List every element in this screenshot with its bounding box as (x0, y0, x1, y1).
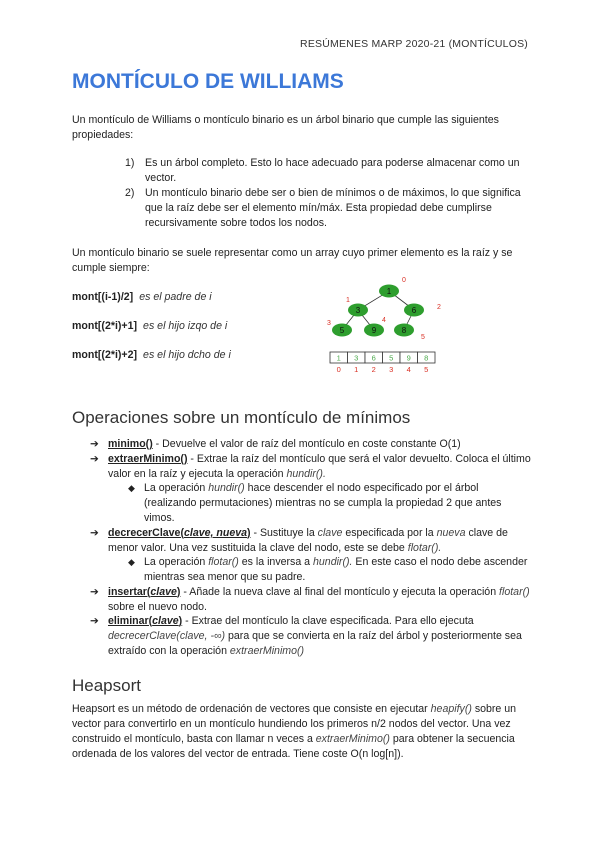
operations-heading: Operaciones sobre un montículo de mínimos (72, 408, 411, 427)
formula-expression: mont[(i-1)/2] (72, 291, 134, 303)
op-function: hundir(). (286, 468, 326, 480)
heap-node-value: 6 (411, 306, 417, 315)
array-index: 2 (371, 365, 376, 374)
array-index: 3 (389, 365, 394, 374)
arrow-bullet-icon: ➔ (90, 453, 99, 465)
heapsort-function: extraerMinimo() (315, 733, 390, 745)
formula-expression: mont[(2*i)+2] (72, 349, 138, 361)
heap-node-index: 0 (402, 277, 406, 284)
heap-node-value: 5 (339, 326, 345, 335)
arrow-bullet-icon: ➔ (90, 438, 99, 450)
op-text: - Añade la nueva clave al final del montículo y ejecuta la operación (180, 586, 500, 598)
op-name: decrecerClave(clave, nueva) (108, 527, 251, 539)
property-text: Un montículo binario debe ser o bien de mínimos o de máximos, lo que significa que la raíz debe ser el elemento mín/máx. Esta propiedad debe cumplirse recursivamente sobre todos los nodos. (145, 187, 521, 229)
op-text: clave de menor valor. Una vez sustituida la clave del nodo, este se debe (108, 527, 508, 554)
heap-node-index: 2 (437, 304, 441, 311)
heap-node-value: 1 (386, 287, 392, 296)
heap-node-value: 8 (401, 326, 407, 335)
property-number: 2) (125, 187, 135, 199)
sub-text: La operación (144, 556, 209, 568)
op-name: minimo() (108, 438, 153, 450)
op-word: clave (317, 527, 343, 539)
op-function: decrecerClave(clave, -∞) (108, 630, 226, 642)
array-cell-value: 3 (354, 353, 359, 363)
page-title: MONTÍCULO DE WILLIAMS (72, 70, 344, 93)
op-name: eliminar(clave) (108, 615, 183, 627)
array-index: 5 (424, 365, 429, 374)
op-text: - Devuelve el valor de raíz del montículo en coste constante O(1) (152, 438, 461, 450)
heapsort-text: sobre un vector para convertirlo en un montículo hundiendo los primeros n/2 nodos del vector. Una vez construido el montículo, basta con llamar n veces a (72, 703, 517, 745)
page-header: RESÚMENES MARP 2020-21 (MONTÍCULOS) (300, 38, 528, 50)
heap-node-index: 3 (327, 320, 331, 327)
heap-node-value: 9 (371, 326, 377, 335)
op-word: nueva (436, 527, 466, 539)
formula-left-child (72, 320, 227, 332)
array-index: 4 (406, 365, 411, 374)
sub-text: En este caso el nodo debe ascender mientras sea menor que su padre. (144, 556, 528, 583)
op-function: flotar(). (407, 542, 442, 554)
formula-right-child (72, 349, 231, 361)
op-function: flotar() (499, 586, 530, 598)
op-text: - Sustituye la (250, 527, 318, 539)
formula-parent (72, 291, 212, 303)
array-cell-value: 9 (406, 353, 411, 363)
op-function: extraerMinimo() (229, 645, 305, 657)
op-text: especificada por la (342, 527, 437, 539)
intro-paragraph: Un montículo de Williams o montículo binario es un árbol binario que cumple las siguientes propiedades: (72, 114, 499, 141)
sub-text: hace descender el nodo especificado por el árbol (realizando permutaciones) mientras no se cumpla la propiedad 2 que antes vimos. (144, 482, 502, 524)
heapsort-function: heapify() (430, 703, 472, 715)
heap-diagram (320, 276, 450, 378)
sub-function: flotar() (208, 556, 239, 568)
heapsort-paragraph (72, 702, 528, 762)
array-intro-paragraph: Un montículo binario se suele representar como un array cuyo primer elemento es la raíz y se cumple siempre: (72, 247, 513, 274)
op-name: extraerMinimo() (108, 453, 188, 465)
sub-function: hundir() (208, 482, 245, 494)
op-text: sobre el nuevo nodo. (108, 601, 207, 613)
formula-description: es el hijo dcho de i (143, 349, 231, 361)
array-cell-value: 5 (389, 353, 394, 363)
heapsort-text: Heapsort es un método de ordenación de vectores que consiste en ejecutar (72, 703, 431, 715)
op-text: - Extrae del montículo la clave especificada. Para ello ejecuta (182, 615, 474, 627)
formula-description: es el hijo izqo de i (143, 320, 228, 332)
formula-description: es el padre de i (139, 291, 212, 303)
arrow-bullet-icon: ➔ (90, 527, 99, 539)
array-cell-value: 8 (424, 353, 429, 363)
array-cell-value: 6 (371, 353, 376, 363)
sub-function: hundir(). (313, 556, 353, 568)
heapsort-heading: Heapsort (72, 676, 141, 695)
diamond-bullet-icon: ◆ (128, 483, 135, 493)
arrow-bullet-icon: ➔ (90, 586, 99, 598)
array-index: 0 (336, 365, 341, 374)
op-text: - Extrae la raíz del montículo que será el valor devuelto. Coloca el último valor en la raíz y ejecuta la operación (108, 453, 531, 480)
heap-node-index: 4 (382, 317, 386, 324)
op-text: para que se convierta en la raíz del árbol y posteriormente sea extraído con la operación (108, 630, 522, 657)
heap-node-value: 3 (355, 306, 361, 315)
op-name: insertar(clave) (108, 586, 181, 598)
sub-text: La operación (144, 482, 209, 494)
property-text: Es un árbol completo. Esto lo hace adecuado para poderse almacenar como un vector. (145, 157, 520, 184)
diamond-bullet-icon: ◆ (128, 557, 135, 567)
property-number: 1) (125, 157, 135, 169)
heapsort-text: para obtener la secuencia ordenada de los valores del vector de entrada. Tiene coste O(n log[n]). (72, 733, 515, 760)
arrow-bullet-icon: ➔ (90, 615, 99, 627)
sub-text: es la inversa a (238, 556, 314, 568)
array-index: 1 (354, 365, 359, 374)
formula-expression: mont[(2*i)+1] (72, 320, 138, 332)
heap-node-index: 5 (421, 334, 425, 341)
array-cell-value: 1 (336, 353, 341, 363)
heap-node-index: 1 (346, 297, 350, 304)
